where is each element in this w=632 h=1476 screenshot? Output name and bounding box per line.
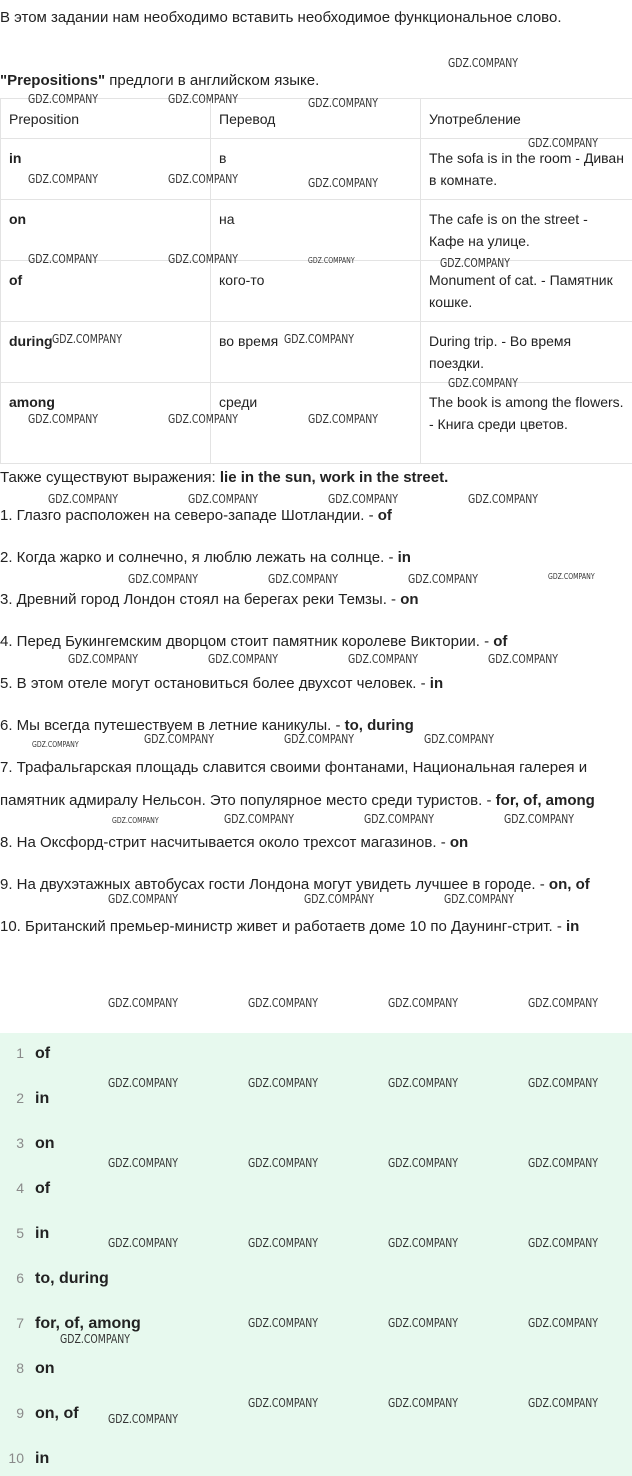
watermark: GDZ.COMPANY (308, 412, 379, 426)
exercise-answer: on (400, 591, 419, 608)
answer-text: of (35, 1045, 51, 1062)
watermark: GDZ.COMPANY (108, 1156, 179, 1170)
answer-number: 9 (16, 1405, 24, 1421)
exercise-text: 8. На Оксфорд-стрит насчитывается около трехсот магазинов. - (0, 834, 450, 851)
exercise-text: 1. Глазго расположен на северо-западе Шотландии. - (0, 507, 378, 524)
watermark: GDZ.COMPANY (308, 176, 379, 190)
exercise-answer: in (397, 549, 411, 566)
watermark: GDZ.COMPANY (208, 652, 279, 666)
answers-panel (0, 1033, 632, 1476)
watermark: GDZ.COMPANY (528, 1236, 599, 1250)
answer-row (0, 1087, 49, 1109)
watermark: GDZ.COMPANY (528, 1316, 599, 1330)
watermark: GDZ.COMPANY (108, 892, 179, 906)
watermark: GDZ.COMPANY (488, 652, 559, 666)
usage-cell: Monument of cat. - Памятник кошке. (421, 261, 632, 322)
watermark: GDZ.COMPANY (52, 332, 123, 346)
watermark: GDZ.COMPANY (308, 256, 355, 265)
answer-number: 5 (16, 1225, 24, 1241)
exercise-item (0, 868, 632, 901)
prepositions-table (0, 98, 632, 464)
watermark: GDZ.COMPANY (284, 332, 355, 346)
answer-number: 4 (16, 1180, 24, 1196)
preposition-cell: among (1, 383, 211, 464)
watermark: GDZ.COMPANY (388, 1316, 459, 1330)
watermark: GDZ.COMPANY (468, 492, 539, 506)
exercise-answer: on (449, 834, 469, 851)
watermark: GDZ.COMPANY (304, 892, 375, 906)
watermark: GDZ.COMPANY (112, 816, 159, 825)
watermark: GDZ.COMPANY (328, 492, 399, 506)
exercise-answer: for, of, among (495, 792, 595, 809)
watermark: GDZ.COMPANY (28, 252, 99, 266)
subtitle (0, 70, 319, 92)
table-row (1, 322, 632, 383)
preposition-cell: during (1, 322, 211, 383)
intro-text: В этом задании нам необходимо вставить необходимое функциональное слово. (0, 9, 562, 26)
exercise-item (0, 751, 632, 817)
translation-cell: кого-то (211, 261, 421, 322)
watermark: GDZ.COMPANY (168, 172, 239, 186)
watermark: GDZ.COMPANY (504, 812, 575, 826)
watermark: GDZ.COMPANY (284, 732, 355, 746)
answer-text: for, of, among (35, 1315, 141, 1332)
expressions-note (0, 467, 448, 489)
usage-cell: The book is among the flowers. - Книга среди цветов. (421, 383, 632, 464)
translation-cell: на (211, 200, 421, 261)
answer-row (0, 1312, 141, 1334)
watermark: GDZ.COMPANY (248, 1316, 319, 1330)
answer-text: in (35, 1225, 50, 1242)
answer-number: 1 (16, 1045, 24, 1061)
watermark: GDZ.COMPANY (388, 1236, 459, 1250)
watermark: GDZ.COMPANY (108, 1076, 179, 1090)
usage-cell: The cafe is on the street - Кафе на улице. (421, 200, 632, 261)
exercise-answer: in (566, 918, 580, 935)
answer-text: on (35, 1360, 55, 1377)
usage-cell: The sofa is in the room - Диван в комнате. (421, 139, 632, 200)
expressions-bold: lie in the sun, work in the street. (219, 469, 449, 486)
exercise-answer: of (377, 507, 392, 524)
watermark: GDZ.COMPANY (424, 732, 495, 746)
table-row (1, 139, 632, 200)
watermark: GDZ.COMPANY (60, 1332, 131, 1346)
answer-row (0, 1132, 55, 1154)
translation-cell: среди (211, 383, 421, 464)
subtitle-rest: предлоги в английском языке. (105, 72, 320, 89)
subtitle-bold: "Prepositions" (0, 72, 106, 89)
answer-row (0, 1177, 50, 1199)
table-row (1, 383, 632, 464)
answer-row (0, 1042, 50, 1064)
answer-number: 7 (16, 1315, 24, 1331)
exercise-item (0, 709, 632, 742)
translation-cell: во время (211, 322, 421, 383)
watermark: GDZ.COMPANY (268, 572, 339, 586)
answer-row (0, 1357, 55, 1379)
answer-row (0, 1447, 49, 1469)
watermark: GDZ.COMPANY (188, 492, 259, 506)
exercise-item (0, 667, 632, 700)
exercise-text: 6. Мы всегда путешествуем в летние каникулы. - (0, 717, 345, 734)
table-header: Перевод (211, 99, 421, 139)
exercise-text: 5. В этом отеле могут остановиться более двухсот человек. - (0, 675, 430, 692)
watermark: GDZ.COMPANY (168, 252, 239, 266)
answer-text: in (35, 1090, 50, 1107)
exercise-text: 9. На двухэтажных автобусах гости Лондона могут увидеть лучшее в городе. - (0, 876, 549, 893)
preposition-cell: in (1, 139, 211, 200)
watermark: GDZ.COMPANY (548, 572, 595, 581)
exercise-answer: on, of (548, 876, 590, 893)
exercise-text: 7. Трафальгарская площадь славится своими фонтанами, Национальная галерея и памятник адмиралу Нельсон. Это популярное место среди туристов. - (0, 759, 588, 809)
watermark: GDZ.COMPANY (248, 1396, 319, 1410)
watermark: GDZ.COMPANY (248, 1236, 319, 1250)
exercise-answer: of (493, 633, 508, 650)
watermark: GDZ.COMPANY (528, 1396, 599, 1410)
watermark: GDZ.COMPANY (308, 96, 379, 110)
answer-text: to, during (35, 1270, 109, 1287)
exercise-item (0, 826, 632, 859)
watermark: GDZ.COMPANY (448, 56, 519, 70)
watermark: GDZ.COMPANY (48, 492, 119, 506)
watermark: GDZ.COMPANY (528, 136, 599, 150)
exercise-text: 10. Британский премьер-министр живет и работаетв доме 10 по Даунинг-стрит. - (0, 918, 567, 935)
exercise-list (0, 499, 632, 943)
watermark: GDZ.COMPANY (388, 1076, 459, 1090)
answer-row (0, 1402, 79, 1424)
exercise-text: 3. Древний город Лондон стоял на берегах реки Темзы. - (0, 591, 401, 608)
watermark: GDZ.COMPANY (408, 572, 479, 586)
watermark: GDZ.COMPANY (448, 376, 519, 390)
exercise-item (0, 499, 632, 532)
answer-text: of (35, 1180, 51, 1197)
watermark: GDZ.COMPANY (528, 1156, 599, 1170)
watermark: GDZ.COMPANY (168, 412, 239, 426)
watermark: GDZ.COMPANY (128, 572, 199, 586)
expressions-label: Также существуют выражения: (0, 469, 220, 486)
watermark: GDZ.COMPANY (388, 1156, 459, 1170)
watermark: GDZ.COMPANY (388, 1396, 459, 1410)
answer-text: in (35, 1450, 50, 1467)
exercise-answer: to, during (344, 717, 414, 734)
exercise-text: 2. Когда жарко и солнечно, я люблю лежать на солнце. - (0, 549, 398, 566)
answer-row (0, 1267, 109, 1289)
exercise-item (0, 910, 632, 943)
watermark: GDZ.COMPANY (440, 256, 511, 270)
watermark: GDZ.COMPANY (28, 172, 99, 186)
watermark: GDZ.COMPANY (444, 892, 515, 906)
watermark: GDZ.COMPANY (528, 1076, 599, 1090)
watermark: GDZ.COMPANY (32, 740, 79, 749)
exercise-text: 4. Перед Букингемским дворцом стоит памятник королеве Виктории. - (0, 633, 494, 650)
answer-number: 6 (16, 1270, 24, 1286)
exercise-item (0, 541, 632, 574)
watermark: GDZ.COMPANY (168, 92, 239, 106)
answer-number: 2 (16, 1090, 24, 1106)
watermark: GDZ.COMPANY (108, 1236, 179, 1250)
preposition-cell: of (1, 261, 211, 322)
exercise-item (0, 625, 632, 658)
usage-cell: During trip. - Во время поездки. (421, 322, 632, 383)
answer-number: 8 (16, 1360, 24, 1376)
watermark: GDZ.COMPANY (528, 996, 599, 1010)
watermark: GDZ.COMPANY (388, 996, 459, 1010)
table-header-row (1, 99, 632, 139)
watermark: GDZ.COMPANY (108, 1412, 179, 1426)
table-row (1, 261, 632, 322)
table-header: Preposition (1, 99, 211, 139)
table-row (1, 200, 632, 261)
preposition-cell: on (1, 200, 211, 261)
watermark: GDZ.COMPANY (28, 92, 99, 106)
watermark: GDZ.COMPANY (108, 996, 179, 1010)
table-header: Употребление (421, 99, 632, 139)
watermark: GDZ.COMPANY (248, 1076, 319, 1090)
answer-text: on (35, 1135, 55, 1152)
watermark: GDZ.COMPANY (28, 412, 99, 426)
watermark: GDZ.COMPANY (348, 652, 419, 666)
exercise-item (0, 583, 632, 616)
exercise-answer: in (429, 675, 444, 692)
answer-number: 10 (8, 1450, 24, 1466)
answer-row (0, 1222, 49, 1244)
watermark: GDZ.COMPANY (224, 812, 295, 826)
answer-number: 3 (16, 1135, 24, 1151)
watermark: GDZ.COMPANY (144, 732, 215, 746)
watermark: GDZ.COMPANY (364, 812, 435, 826)
answer-text: on, of (35, 1405, 79, 1422)
watermark: GDZ.COMPANY (248, 996, 319, 1010)
translation-cell: в (211, 139, 421, 200)
watermark: GDZ.COMPANY (248, 1156, 319, 1170)
watermark: GDZ.COMPANY (68, 652, 139, 666)
